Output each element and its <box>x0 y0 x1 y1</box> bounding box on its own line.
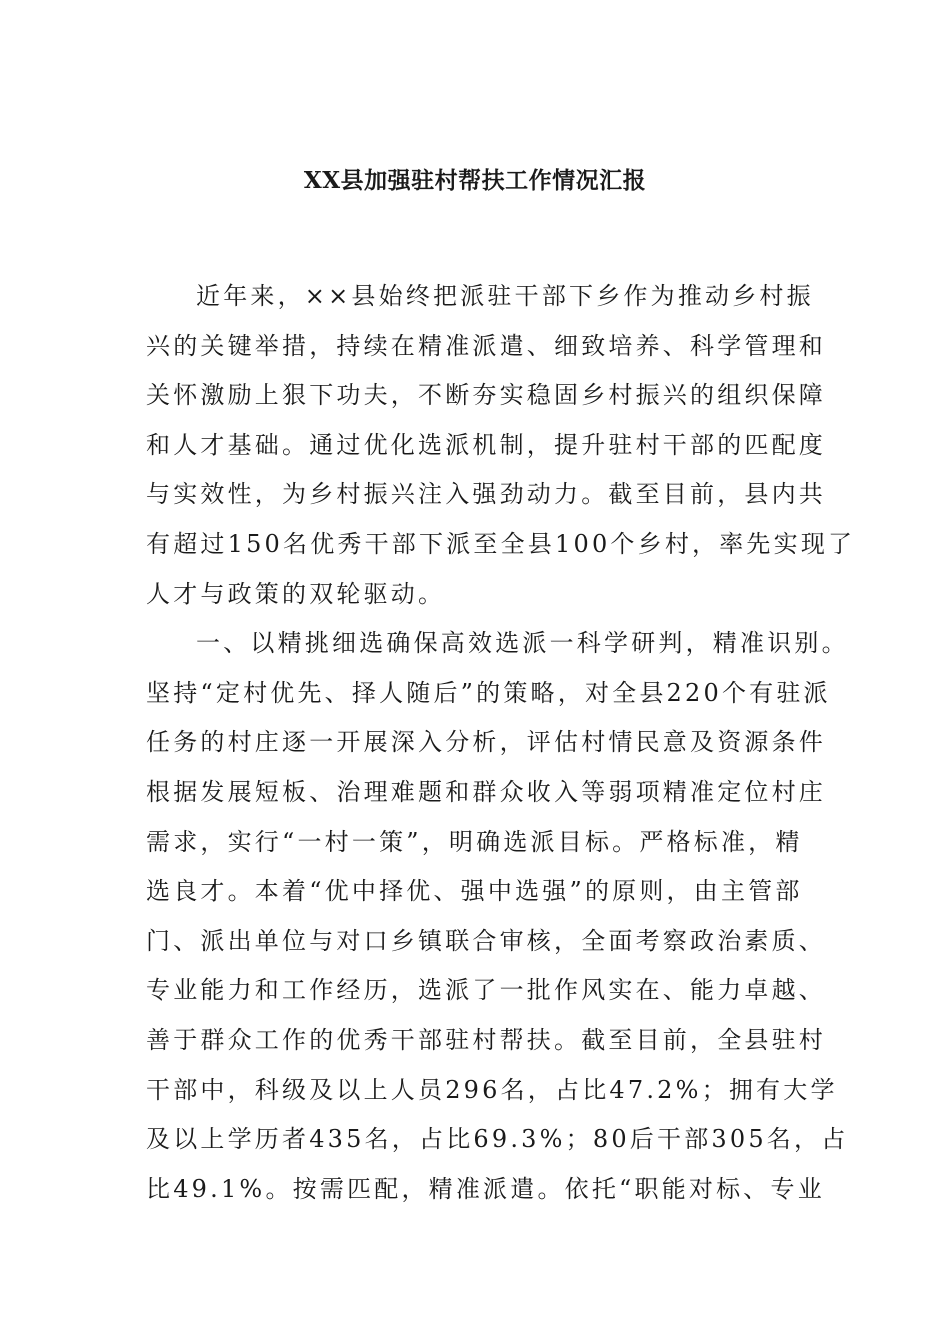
paragraph-line: 近年来，××县始终把派驻干部下乡作为推动乡村振 <box>196 282 814 310</box>
paragraph-line: 专业能力和工作经历，选派了一批作风实在、能力卓越、 <box>146 976 826 1005</box>
paragraph-line: 比49.1%。按需匹配，精准派遣。依托“职能对标、专业 <box>146 1174 825 1203</box>
paragraph-line: 坚持“定村优先、择人随后”的策略，对全县220个有驻派 <box>146 678 831 707</box>
paragraph-line: 和人才基础。通过优化选派机制，提升驻村干部的匹配度 <box>146 430 826 459</box>
paragraph-line: 任务的村庄逐一开展深入分析，评估村情民意及资源条件 <box>146 728 826 757</box>
paragraph-line: 关怀激励上狠下功夫，不断夯实稳固乡村振兴的组织保障 <box>146 381 826 410</box>
paragraph-line: 根据发展短板、治理难题和群众收入等弱项精准定位村庄 <box>146 777 826 806</box>
paragraph-line: 兴的关键举措，持续在精准派遣、细致培养、科学管理和 <box>146 331 826 360</box>
paragraph-line: 选良才。本着“优中择优、强中选强”的原则，由主管部 <box>146 877 803 906</box>
paragraph-line: 与实效性，为乡村振兴注入强劲动力。截至目前，县内共 <box>146 480 826 509</box>
document-title: XX县加强驻村帮扶工作情况汇报 <box>303 167 647 194</box>
paragraph-line: 善于群众工作的优秀干部驻村帮扶。截至目前，全县驻村 <box>146 1025 826 1054</box>
paragraph-line: 需求，实行“一村一策”，明确选派目标。严格标准，精 <box>146 827 803 856</box>
section-heading-line: 一、以精挑细选确保高效选派一科学研判，精准识别。 <box>196 629 849 658</box>
paragraph-line: 门、派出单位与对口乡镇联合审核，全面考察政治素质、 <box>146 926 826 955</box>
paragraph-line: 及以上学历者435名，占比69.3%；80后干部305名，占 <box>146 1125 849 1154</box>
document-body <box>146 276 866 1218</box>
paragraph-line: 人才与政策的双轮驱动。 <box>146 579 446 608</box>
paragraph-line: 有超过150名优秀干部下派至全县100个乡村，率先实现了 <box>146 529 856 558</box>
paragraph-line: 干部中，科级及以上人员296名，占比47.2%；拥有大学 <box>146 1075 838 1104</box>
